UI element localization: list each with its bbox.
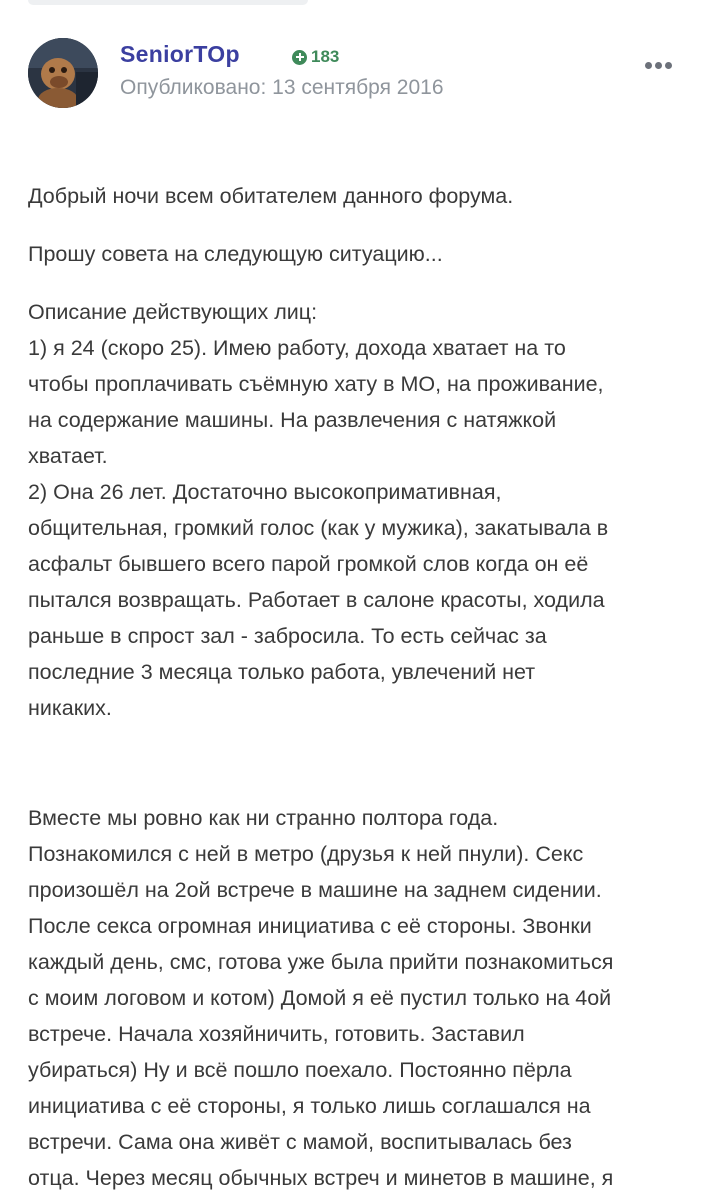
published-date: Опубликовано: 13 сентября 2016 bbox=[120, 76, 444, 99]
reputation-badge bbox=[292, 47, 339, 67]
post-paragraph: Добрый ночи всем обитателем данного форума. bbox=[28, 184, 514, 208]
reputation-count: 183 bbox=[311, 47, 340, 66]
avatar-image-icon bbox=[28, 38, 98, 108]
plus-circle-icon bbox=[292, 50, 307, 65]
author-name[interactable]: SeniorTOp bbox=[120, 41, 240, 67]
post-body bbox=[28, 178, 700, 1196]
post-header bbox=[28, 38, 692, 110]
more-options-button[interactable] bbox=[645, 62, 672, 69]
post-paragraph: Описание действующих лиц: 1) я 24 (скоро 25). Имею работу, дохода хватает на то чтобы проплачивать съёмную хату в МО, на проживание, на содержание машины. На развлечения с натяжкой хватает. 2) Она 26 лет. Достаточно высокопримативная, общительная, громкий голос (как у мужика), закатывала в асфальт бывшего всего парой громкой слов когда он её пытался возвращать. Работает в салоне красоты, ходила раньше в спрост зал - забросила. То есть сейчас за последние 3 месяца только работа, увлечений нет никаких. bbox=[28, 300, 609, 720]
post-paragraph: Прошу совета на следующую ситуацию... bbox=[28, 242, 443, 266]
more-dots-icon bbox=[645, 62, 652, 69]
post-paragraph: Вместе мы ровно как ни странно полтора года. Познакомился с ней в метро (друзья к ней пнули). Секс произошёл на 2ой встрече в машине на заднем сидении. После секса огромная инициатива с её стороны. Звонки каждый день, смс, готова уже была прийти познакомиться с моим логовом и котом) Домой я её пустил только на 4ой встрече. Начала хозяйничить, готовить. Заставил убираться) Ну и всё пошло поехало. Постоянно пёрла инициатива с её стороны, я только лишь соглашался на встречи. Сама она живёт с мамой, воспитывалась без отца. Через месяц обычных встреч и минетов в машине, я bbox=[28, 806, 614, 1190]
author-avatar[interactable] bbox=[28, 38, 98, 108]
previous-post-edge bbox=[28, 0, 308, 5]
